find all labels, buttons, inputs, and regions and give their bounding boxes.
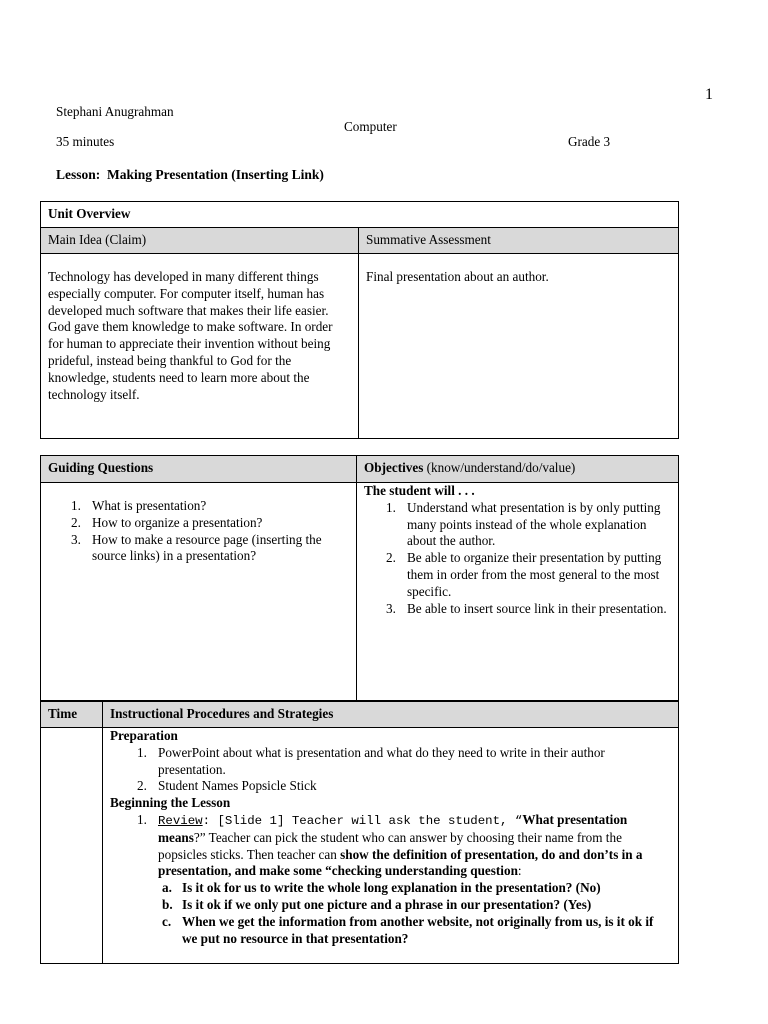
- page-number: 1: [705, 86, 713, 103]
- list-item: b. Is it ok if we only put one picture and a phrase in our presentation? (Yes): [162, 896, 592, 912]
- objectives-note: (know/understand/do/value): [426, 460, 576, 475]
- lesson-label: Lesson:: [56, 167, 101, 182]
- lesson-title: [56, 167, 324, 183]
- beginning-list: [110, 812, 671, 947]
- grade: Grade 3: [568, 134, 611, 149]
- guiding-questions-table: [40, 455, 679, 701]
- unit-overview-title: Unit Overview: [41, 202, 679, 228]
- unit-overview-table: [40, 201, 679, 439]
- guiding-questions-cell: [41, 483, 357, 701]
- student-will-label: The student will . . .: [364, 483, 475, 498]
- time-header: Time: [41, 702, 103, 728]
- procedures-header: Instructional Procedures and Strategies: [103, 702, 679, 728]
- guiding-questions-header: Guiding Questions: [41, 456, 357, 483]
- preparation-list: [110, 745, 671, 795]
- list-item: 3. How to make a resource page (inserting the source links) in a presentation?: [71, 531, 322, 564]
- subject: Computer: [344, 119, 397, 134]
- preparation-label: Preparation: [110, 728, 178, 743]
- list-item: c. When we get the information from another website, not originally from us, is it ok if we put no resource in that presentation?: [162, 913, 654, 946]
- list-item: 2. How to organize a presentation?: [71, 514, 263, 530]
- list-item: 2. Student Names Popsicle Stick: [137, 778, 317, 794]
- list-item: 1. Review: [Slide 1] Teacher will ask the student, “What presentation means?” Teacher can pick the student who can answer by choosing their name from the popsicles sticks. Then teacher can show the definition of presentation, do and don’ts in a presentation, and make some “checking understanding question: a. Is it ok for us to write the whole long explanation in the presentation? (No) b. Is it ok if we only put one picture and a phrase in our presentation? (Yes) c. When we get the information from another website, not originally from us, is it ok if we put no resource in that presentation?: [137, 812, 671, 947]
- beginning-label: Beginning the Lesson: [110, 795, 231, 811]
- duration: 35 minutes: [56, 134, 115, 149]
- objectives-label: Objectives: [364, 460, 424, 475]
- list-item: 1. What is presentation?: [71, 498, 207, 513]
- main-idea-text: Technology has developed in many different things especially computer. For computer itself, human has developed much software that makes their life easier. God gave them knowledge to make software. In order for human to appreciate their invention without being prideful, instead being thankful to God for the knowledge, students need to learn more about the technology itself.: [41, 254, 359, 439]
- main-idea-header: Main Idea (Claim): [41, 228, 359, 254]
- summative-header: Summative Assessment: [359, 228, 679, 254]
- summative-text: Final presentation about an author.: [359, 254, 679, 439]
- author-name: Stephani Anugrahman: [56, 104, 174, 119]
- objectives-list: [364, 500, 671, 618]
- lesson-name: Making Presentation (Inserting Link): [107, 167, 324, 182]
- list-item: 1. Understand what presentation is by only putting many points instead of the whole explanation about the author.: [386, 499, 661, 549]
- check-questions-list: [158, 880, 671, 947]
- procedures-table: [40, 701, 679, 964]
- procedures-cell: [103, 728, 679, 964]
- review-label: Review: [158, 813, 203, 828]
- objectives-cell: [357, 483, 679, 701]
- list-item: 2. Be able to organize their presentation by putting them in order from the most general to the most specific.: [386, 550, 662, 599]
- time-cell: [41, 728, 103, 964]
- list-item: a. Is it ok for us to write the whole long explanation in the presentation? (No): [162, 880, 601, 896]
- objectives-header: [357, 456, 679, 483]
- list-item: 3. Be able to insert source link in their presentation.: [386, 600, 667, 616]
- guiding-questions-list: [71, 498, 349, 565]
- list-item: 1. PowerPoint about what is presentation and what do they need to write in their author presentation.: [137, 744, 605, 777]
